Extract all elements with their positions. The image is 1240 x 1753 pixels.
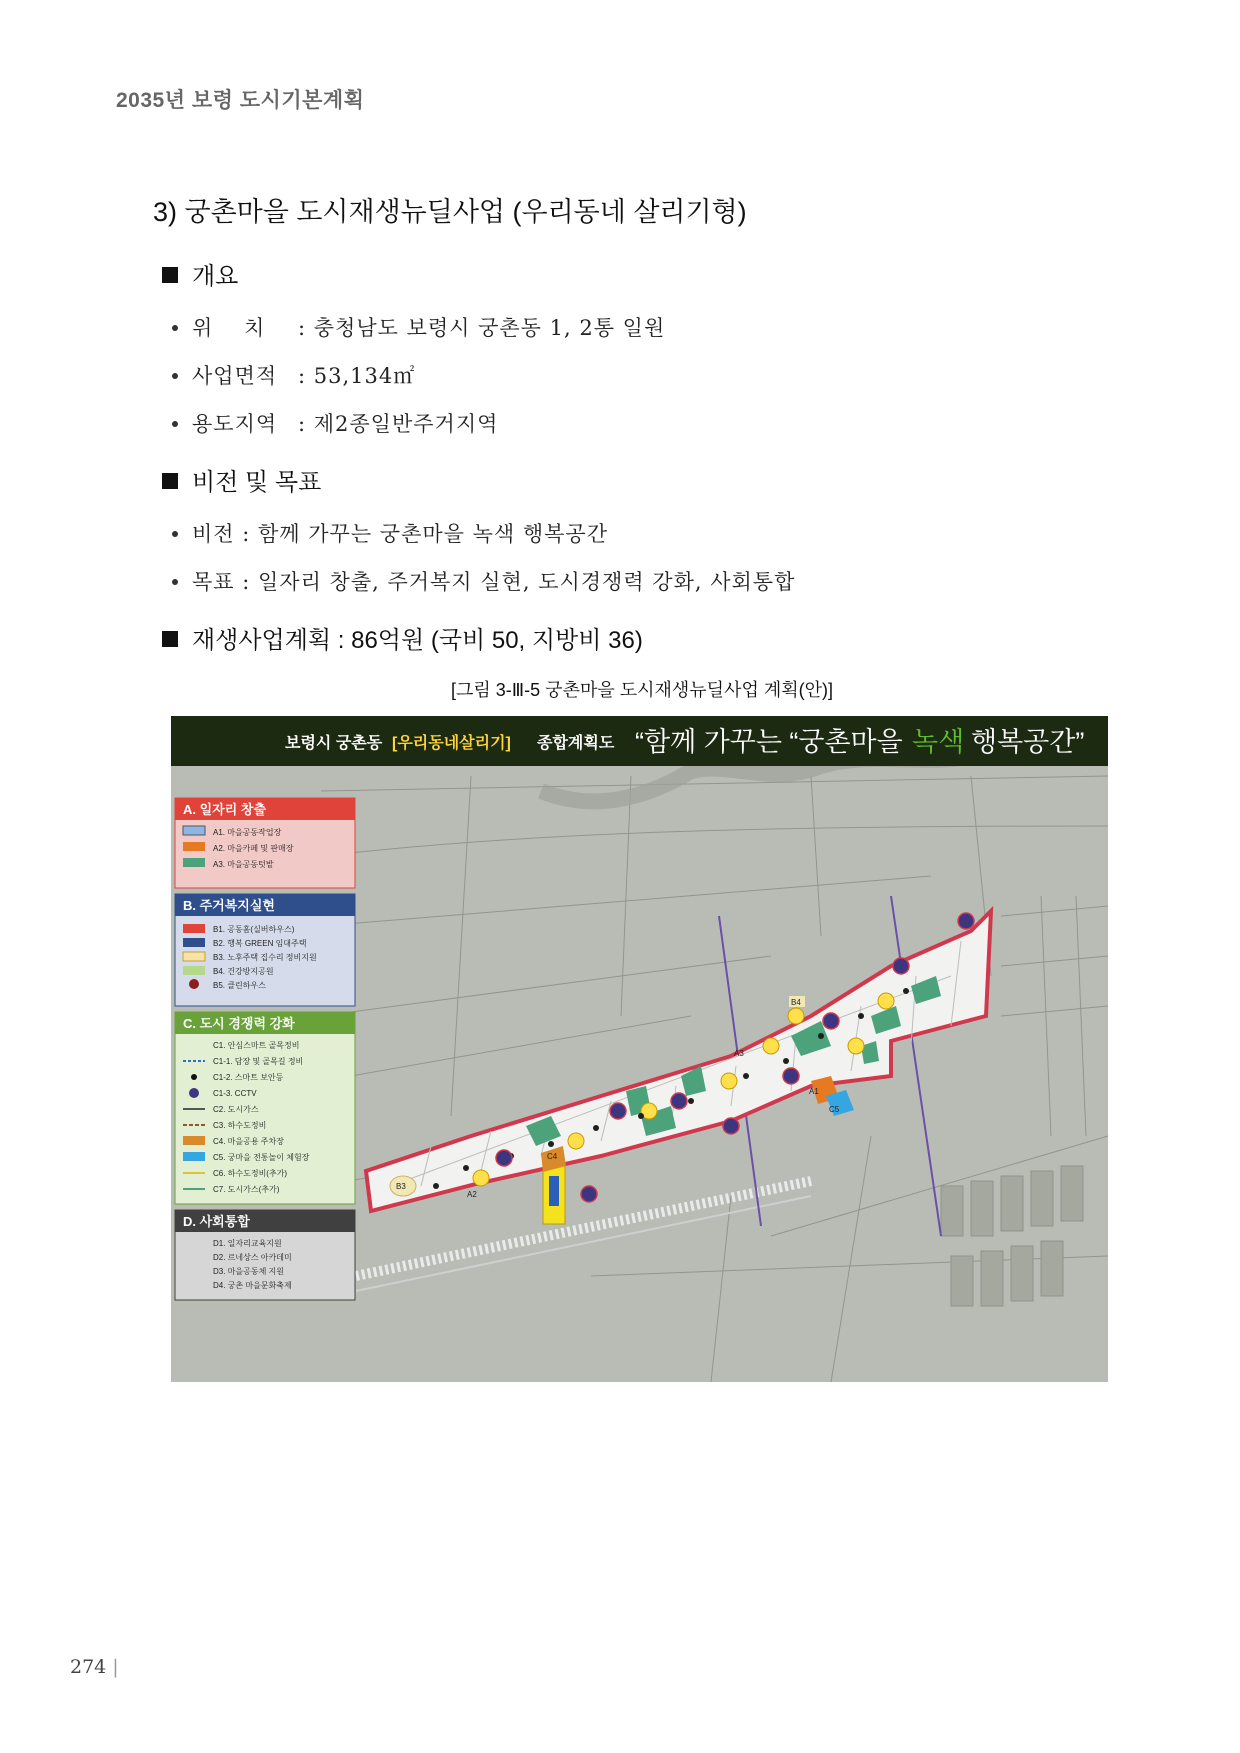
svg-text:C1-2. 스마트 보안등: C1-2. 스마트 보안등 (213, 1073, 284, 1082)
zoning-label: 용도지역 (192, 412, 278, 436)
map-label-c5: C5 (829, 1105, 840, 1114)
svg-text:D2. 르네상스 아카데미: D2. 르네상스 아카데미 (213, 1253, 292, 1262)
svg-text:C7. 도시가스(추가): C7. 도시가스(추가) (213, 1185, 280, 1194)
svg-text:A1. 마을공동작업장: A1. 마을공동작업장 (213, 828, 282, 837)
map-label-b4: B4 (791, 998, 801, 1007)
page-number: 274 | (70, 1656, 119, 1678)
area-label: 사업면적 (192, 364, 278, 388)
bullet-dot-icon (172, 421, 178, 427)
legend-a-title: A. 일자리 창출 (183, 802, 267, 817)
bullet-dot-icon (172, 579, 178, 585)
svg-text:C6. 하수도정비(추가): C6. 하수도정비(추가) (213, 1169, 288, 1178)
section-title: 3) 궁촌마을 도시재생뉴딜사업 (우리동네 살리기형) (153, 197, 747, 227)
svg-text:A3. 마을공동텃밭: A3. 마을공동텃밭 (213, 860, 274, 869)
svg-text:C2. 도시가스: C2. 도시가스 (213, 1105, 259, 1114)
banner-bracket: [우리동네살리기] (392, 735, 511, 752)
svg-text:A2. 마을카페 및 판매장: A2. 마을카페 및 판매장 (213, 844, 294, 853)
legend-c-title: C. 도시 경쟁력 강화 (183, 1016, 295, 1031)
svg-text:C1-1. 담장 및 골목길 정비: C1-1. 담장 및 골목길 정비 (213, 1057, 304, 1066)
map-label-a1: A1 (809, 1087, 819, 1096)
square-bullet-icon (162, 473, 178, 489)
legend-b (175, 894, 355, 1006)
legend-b-title: B. 주거복지실현 (183, 898, 275, 913)
bullet-dot-icon (172, 373, 178, 379)
location-value: : 충청남도 보령시 궁촌동 1, 2통 일원 (298, 316, 666, 340)
svg-text:B5. 클린하우스: B5. 클린하우스 (213, 981, 266, 990)
svg-text:C5. 궁마을 전통놀이 체험장: C5. 궁마을 전통놀이 체험장 (213, 1153, 310, 1162)
svg-text:B4. 건강방지공원: B4. 건강방지공원 (213, 967, 274, 976)
square-bullet-icon (162, 267, 178, 283)
legend-a (175, 798, 355, 888)
vision-line: 비전 : 함께 가꾸는 궁촌마을 녹색 행복공간 (172, 518, 608, 548)
overview-heading: 개요 (162, 256, 238, 291)
area-line (172, 360, 415, 390)
bullet-dot-icon (172, 325, 178, 331)
svg-text:B1. 공동홈(실버하우스): B1. 공동홈(실버하우스) (213, 925, 295, 934)
svg-text:C4. 마을공용 주차장: C4. 마을공용 주차장 (213, 1137, 284, 1146)
map-label-a2: A2 (467, 1190, 477, 1199)
plan-heading: 재생사업계획 : 86억원 (국비 50, 지방비 36) (162, 620, 643, 655)
c4-building (549, 1176, 559, 1206)
banner-left: 보령시 궁촌동 (285, 735, 383, 752)
vision-heading: 비전 및 목표 (162, 462, 321, 497)
zoning-value: : 제2종일반주거지역 (298, 412, 499, 436)
map-label-c4: C4 (547, 1152, 558, 1161)
banner-green-word: 녹색 (912, 727, 965, 757)
svg-text:D3. 마을공동체 지원: D3. 마을공동체 지원 (213, 1267, 284, 1276)
figure-caption: [그림 3-Ⅲ-5 궁촌마을 도시재생뉴딜사업 계획(안)] (450, 680, 833, 700)
banner-mid: 종합계획도 (537, 735, 615, 752)
banner-quote-1: “함께 가꾸는 “궁촌마을 (635, 727, 903, 757)
square-bullet-icon (162, 631, 178, 647)
area-value: : 53,134㎡ (298, 364, 416, 388)
svg-text:B2. 행복 GREEN 임대주택: B2. 행복 GREEN 임대주택 (213, 939, 307, 948)
location-line (172, 312, 665, 342)
zoning-line (172, 408, 498, 438)
running-header: 2035년 보령 도시기본계획 (116, 89, 365, 112)
svg-text:D1. 일자리교육지원: D1. 일자리교육지원 (213, 1239, 282, 1248)
svg-text:B3. 노후주택 집수리 정비지원: B3. 노후주택 집수리 정비지원 (213, 953, 317, 962)
legend-d (175, 1210, 355, 1300)
svg-text:C3. 하수도정비: C3. 하수도정비 (213, 1121, 267, 1130)
goal-line: 목표 : 일자리 창출, 주거복지 실현, 도시경쟁력 강화, 사회통합 (172, 566, 795, 596)
legend-c (175, 1012, 355, 1204)
location-label: 위 치 (192, 316, 266, 340)
urban-regeneration-plan-map (171, 716, 1108, 1382)
map-label-b3: B3 (396, 1182, 406, 1191)
bullet-dot-icon (172, 531, 178, 537)
map-label-a3: A3 (734, 1049, 744, 1058)
banner-quote-2: 행복공간” (971, 727, 1085, 757)
svg-text:D4. 궁촌 마을문화축제: D4. 궁촌 마을문화축제 (213, 1281, 292, 1290)
svg-text:C1-3. CCTV: C1-3. CCTV (213, 1089, 257, 1098)
legend-d-title: D. 사회통합 (183, 1214, 250, 1229)
svg-text:C1. 안심스마트 골목정비: C1. 안심스마트 골목정비 (213, 1041, 300, 1050)
